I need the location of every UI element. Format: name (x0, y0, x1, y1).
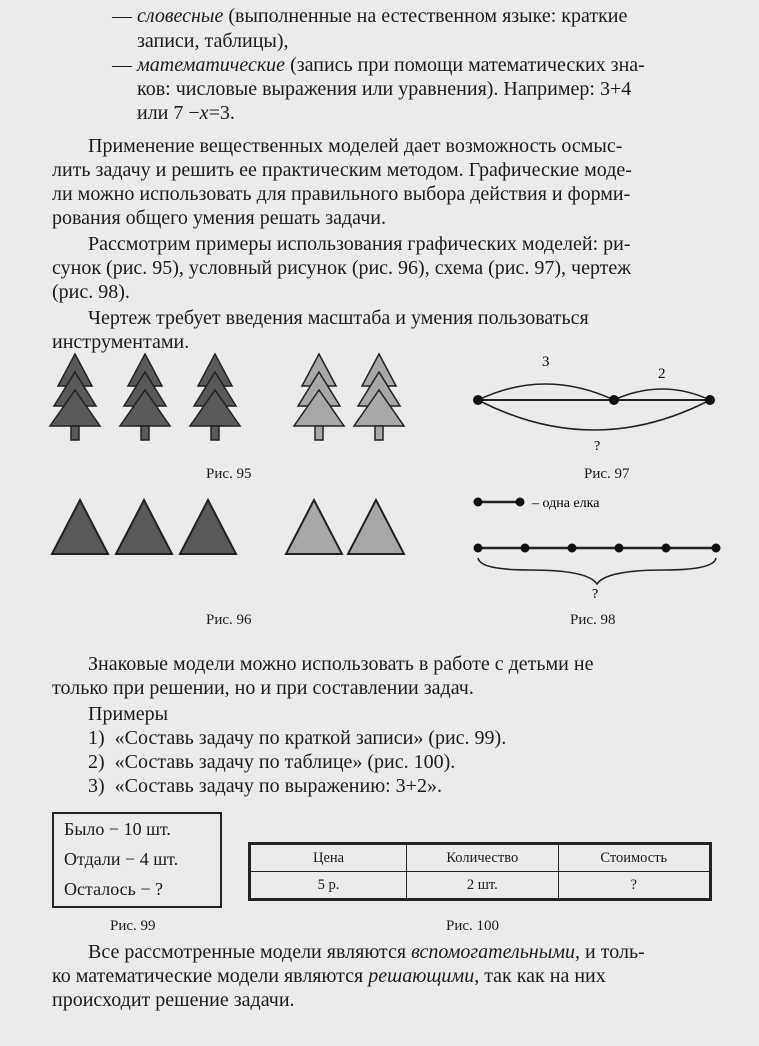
record-line: Было − 10 шт. (64, 819, 171, 839)
fig98-brace (478, 558, 716, 584)
triangle-dark (180, 500, 236, 554)
scheme-point (473, 395, 483, 405)
fig100-caption: Рис. 100 (446, 918, 500, 934)
list-item-verbal-cont: записи, таблицы), (137, 30, 289, 52)
fig98-caption: Рис. 98 (570, 612, 616, 628)
paragraph-line: Чертеж требует введения масштаба и умения пользоваться (88, 307, 589, 329)
triangle-dark (116, 500, 172, 554)
fig97-scheme (470, 350, 720, 460)
list-item-math-cont2: или 7 −x=3. (137, 102, 235, 124)
tree-light (294, 354, 344, 440)
tree-dark (120, 354, 170, 440)
scheme-point (609, 395, 619, 405)
table-cell: 2 шт. (407, 872, 558, 899)
table-cell: ? (558, 872, 709, 899)
triangle-dark (52, 500, 108, 554)
triangle-light (286, 500, 342, 554)
tree-light (354, 354, 404, 440)
paragraph-line: лить задачу и решить ее практическим методом. Графические моде- (52, 159, 632, 181)
example-item: 3) «Составь задачу по выражению: 3+2». (88, 775, 442, 797)
fig99-caption: Рис. 99 (110, 918, 156, 934)
paragraph-line: происходит решение задачи. (52, 989, 295, 1011)
paragraph-line: ко математические модели являются решающими, так как на них (52, 965, 606, 987)
fig98-drawing (470, 488, 740, 602)
fig95-trees (48, 352, 428, 442)
fig95-caption: Рис. 95 (206, 466, 252, 482)
table-cell: 5 р. (251, 872, 407, 899)
triangle-light (348, 500, 404, 554)
tree-dark (50, 354, 100, 440)
paragraph-line: инструментами. (52, 331, 190, 353)
fig98-label-total: ? (592, 587, 599, 602)
table-header: Стоимость (558, 845, 709, 872)
paragraph-line: ли можно использовать для правильного выбора действия и форми- (52, 183, 631, 205)
fig96-caption: Рис. 96 (206, 612, 252, 628)
paragraph-line: Знаковые модели можно использовать в работе с детьми не (88, 653, 594, 675)
paragraph-line: Все рассмотренные модели являются вспомогательными, и толь- (88, 941, 645, 963)
scheme-label-right: 2 (658, 366, 666, 382)
examples-heading: Примеры (88, 703, 169, 725)
table-header: Цена (251, 845, 407, 872)
scheme-label-total: ? (594, 439, 601, 454)
record-line: Осталось − ? (64, 879, 163, 899)
tree-dark (190, 354, 240, 440)
example-item: 2) «Составь задачу по таблице» (рис. 100). (88, 751, 456, 773)
fig99-short-record (52, 812, 222, 908)
paragraph-line: Применение вещественных моделей дает возможность осмыс- (88, 135, 623, 157)
record-line: Отдали − 4 шт. (64, 849, 179, 869)
paragraph-line: рования общего умения решать задачи. (52, 207, 386, 229)
fig100-table-frame (248, 842, 712, 901)
paragraph-line: сунок (рис. 95), условный рисунок (рис. 96), схема (рис. 97), чертеж (52, 257, 632, 279)
list-item-verbal: — словесные (выполненные на естественном языке: краткие (112, 5, 628, 27)
fig97-caption: Рис. 97 (584, 466, 630, 482)
paragraph-line: только при решении, но и при составлении задач. (52, 677, 474, 699)
list-item-math-cont: ков: числовые выражения или уравнения). Например: 3+4 (137, 78, 632, 100)
paragraph-line: Рассмотрим примеры использования графических моделей: ри- (88, 233, 631, 255)
fig98-legend: – одна елка (532, 496, 600, 511)
scheme-point (705, 395, 715, 405)
example-item: 1) «Составь задачу по краткой записи» (рис. 99). (88, 727, 507, 749)
list-item-math: — математические (запись при помощи математических зна- (112, 54, 645, 76)
fig100-table (250, 844, 710, 899)
table-header: Количество (407, 845, 558, 872)
fig96-triangles (50, 498, 410, 558)
paragraph-line: (рис. 98). (52, 281, 130, 303)
scheme-label-left: 3 (542, 354, 550, 370)
